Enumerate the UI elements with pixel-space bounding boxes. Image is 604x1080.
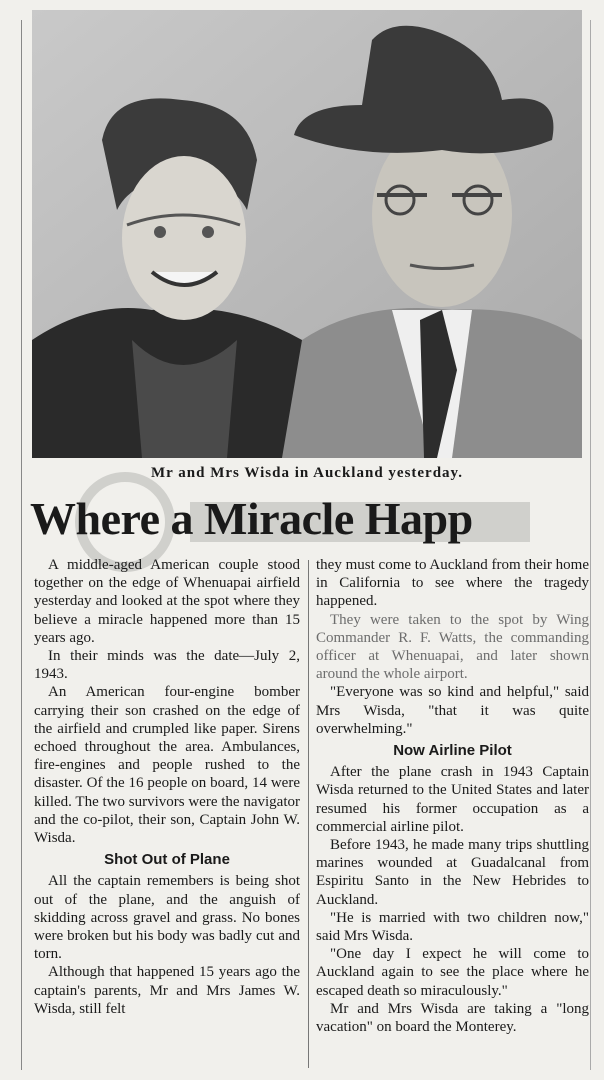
- subhead-now-airline-pilot: Now Airline Pilot: [393, 742, 512, 760]
- photo-caption: Mr and Mrs Wisda in Auckland yesterday.: [151, 465, 463, 481]
- right-paragraph-3: "Everyone was so kind and helpful," said Mrs Wisda, "that it was quite overwhelming.": [316, 684, 589, 737]
- couple-photo: [32, 10, 582, 458]
- right-paragraph-1: they must come to Auckland from their home in California to see where the tragedy happened.: [316, 557, 589, 610]
- subhead-shot-out-of-plane: Shot Out of Plane: [104, 851, 230, 869]
- article-right-column: [316, 556, 589, 1036]
- left-paragraph-3: An American four-engine bomber carrying their son crashed on the edge of the airfield and crumpled like paper. Sirens echoed throughout the area. Ambulances, fire-engines and people rushed to the disaster. Of the 16 people on board, 14 were killed. The two survivors were the navigator and the co-pilot, their son, Captain John W. Wisda.: [34, 684, 300, 847]
- right-paragraph-5: Before 1943, he made many trips shuttling marines wounded at Guadalcanal from Espiritu Santo in the New Hebrides to Auckland.: [316, 837, 589, 908]
- column-divider: [308, 560, 309, 1068]
- left-paragraph-2: In their minds was the date—July 2, 1943.: [34, 648, 300, 683]
- right-paragraph-8: Mr and Mrs Wisda are taking a "long vacation" on board the Monterey.: [316, 1000, 589, 1036]
- right-paragraph-7: "One day I expect he will come to Auckland again to see the place where he escaped death so miraculously.": [316, 946, 589, 999]
- left-paragraph-1: A middle-aged American couple stood together on the edge of Whenuapai airfield yesterday and looked at the spot where they believe a miracle happened more than 15 years ago.: [34, 557, 300, 646]
- clipping-left-edge: [21, 20, 22, 1070]
- right-paragraph-6: "He is married with two children now," said Mrs Wisda.: [316, 909, 589, 945]
- left-paragraph-4: All the captain remembers is being shot out of the plane, and the anguish of skidding across gravel and grass. No bones were broken but his body was badly cut and torn.: [34, 873, 300, 963]
- headline: Where a Miracle Happ: [30, 493, 473, 544]
- article-left-column: [34, 556, 300, 1018]
- right-paragraph-4: After the plane crash in 1943 Captain Wisda returned to the United States and later resumed his former occupation as a commercial airline pilot.: [316, 764, 589, 835]
- left-paragraph-5: Although that happened 15 years ago the captain's parents, Mr and Mrs James W. Wisda, still felt: [34, 964, 300, 1017]
- right-paragraph-2: They were taken to the spot by Wing Commander R. F. Watts, the commanding officer at Whenuapai, and later shown around the whole airport.: [316, 611, 589, 683]
